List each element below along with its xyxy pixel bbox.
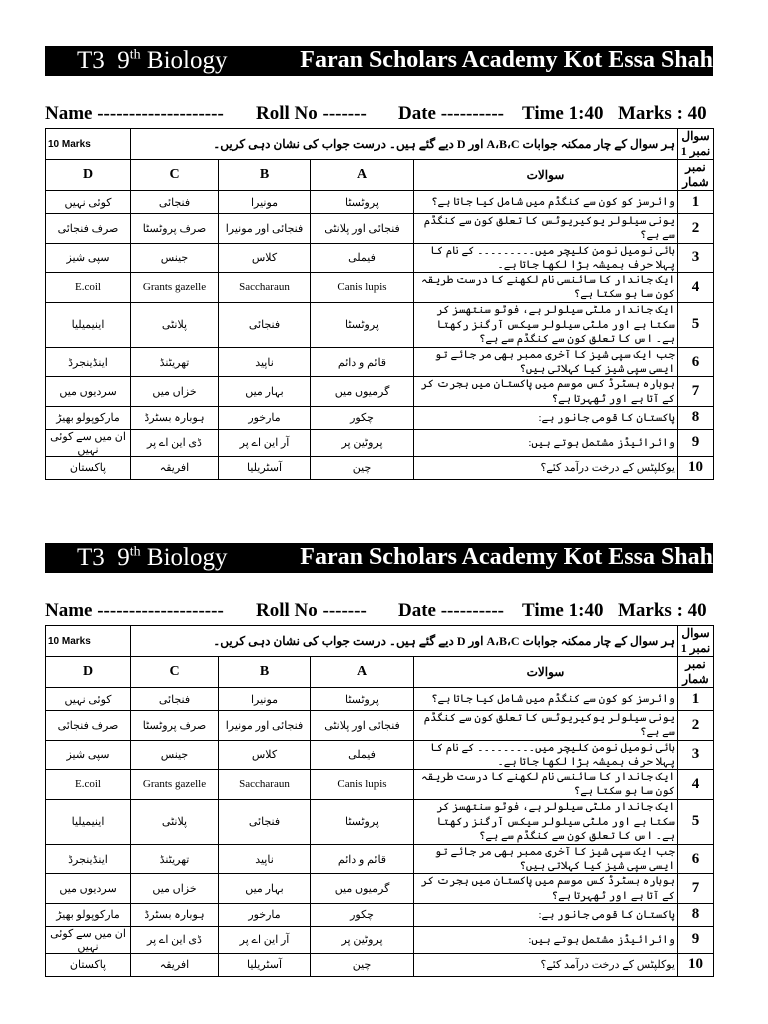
question-text: یونی سیلولر یوکیریوٹس کا تعلق کون سے کنگڈم سے ہے؟	[414, 711, 678, 741]
title-banner	[45, 46, 713, 76]
academy-name: Faran Scholars Academy Kot Essa Shah	[300, 544, 713, 570]
option-a: فیملی	[311, 243, 414, 273]
option-d: اینیمیلیا	[46, 302, 131, 347]
question-row	[46, 799, 714, 844]
test-title: T3 9th Biology	[77, 47, 228, 74]
question-row	[46, 243, 714, 273]
col-header-b: B	[219, 657, 311, 688]
section-marks: 10 Marks	[46, 626, 131, 657]
question-number: 4	[678, 770, 714, 800]
option-c: تھریٹنڈ	[131, 844, 219, 874]
option-b: آر این اے پر	[219, 429, 311, 456]
option-a: چین	[311, 456, 414, 479]
option-b: آر این اے پر	[219, 926, 311, 953]
question-text: وائرائیڈز مشتمل ہوتے ہیں:	[414, 926, 678, 953]
question-number: 6	[678, 844, 714, 874]
option-b: مونیرا	[219, 191, 311, 214]
question-text: ہوبارہ بسٹرڈ کس موسم میں پاکستان میں ہجرت کر کے آتا ہے اور ٹھہرتا ہے؟	[414, 377, 678, 407]
date-field: Date ----------	[398, 103, 505, 124]
student-info-line	[45, 600, 713, 622]
option-b: کلاس	[219, 243, 311, 273]
question-number: 5	[678, 799, 714, 844]
option-a: چین	[311, 953, 414, 976]
section-marks: 10 Marks	[46, 129, 131, 160]
col-header-a: A	[311, 657, 414, 688]
option-b: آسٹریلیا	[219, 456, 311, 479]
col-header-c: C	[131, 160, 219, 191]
option-b: کلاس	[219, 740, 311, 770]
question-text: یونی سیلولر یوکیریوٹس کا تعلق کون سے کنگڈم سے ہے؟	[414, 214, 678, 244]
option-b: Saccharaun	[219, 273, 311, 303]
col-header-number: نمبر شمار	[678, 657, 714, 688]
question-row	[46, 926, 714, 953]
question-row	[46, 770, 714, 800]
question-number: 3	[678, 740, 714, 770]
option-c: ہوبارہ بسٹرڈ	[131, 406, 219, 429]
academy-name: Faran Scholars Academy Kot Essa Shah	[300, 47, 713, 73]
option-b: فنجائی اور مونیرا	[219, 711, 311, 741]
question-text: پاکستان کا قومی جانور ہے:	[414, 406, 678, 429]
question-row	[46, 874, 714, 904]
option-c: تھریٹنڈ	[131, 347, 219, 377]
option-d: اینیمیلیا	[46, 799, 131, 844]
question-row	[46, 347, 714, 377]
option-b: مارخور	[219, 903, 311, 926]
paper-top	[45, 46, 713, 480]
option-c: خزاں میں	[131, 377, 219, 407]
option-c: ڈی این اے پر	[131, 926, 219, 953]
student-info-line	[45, 103, 713, 125]
option-a: پروٹین پر	[311, 429, 414, 456]
question-text: ہوبارہ بسٹرڈ کس موسم میں پاکستان میں ہجرت کر کے آتا ہے اور ٹھہرتا ہے؟	[414, 874, 678, 904]
option-d: E.coil	[46, 770, 131, 800]
option-b: مارخور	[219, 406, 311, 429]
question-text: یوکلپٹس کے درخت درآمد کئے؟	[414, 456, 678, 479]
paper-bottom	[45, 543, 713, 977]
option-b: فنجائی	[219, 302, 311, 347]
question-text: وائرسز کو کون سے کنگڈم میں شامل کیا جاتا ہے؟	[414, 191, 678, 214]
name-field: Name --------------------	[45, 600, 224, 621]
question-number: 3	[678, 243, 714, 273]
col-header-a: A	[311, 160, 414, 191]
option-c: صرف پروٹسٹا	[131, 711, 219, 741]
option-a: قائم و دائم	[311, 844, 414, 874]
option-b: آسٹریلیا	[219, 953, 311, 976]
question-row	[46, 740, 714, 770]
question-row	[46, 711, 714, 741]
question-number: 9	[678, 429, 714, 456]
option-a: پروٹسٹا	[311, 191, 414, 214]
option-a: چکور	[311, 903, 414, 926]
question-row	[46, 456, 714, 479]
section-instruction: ہر سوال کے چار ممکنہ جوابات A،B،C اور D دیے گئے ہیں۔ درست جواب کی نشان دہی کریں۔	[131, 129, 678, 160]
col-header-questions: سوالات	[414, 160, 678, 191]
question-row	[46, 844, 714, 874]
col-header-c: C	[131, 657, 219, 688]
question-text: ایک جاندار ملٹی سیلولر ہے، فوٹو سنتھسز کر سکتا ہے اور ملٹی سیلولر سیکس آرگنز رکھتا ہے۔ اس کا تعلق کون سے کنگڈم سے ہے؟	[414, 302, 678, 347]
col-header-d: D	[46, 160, 131, 191]
question-number: 10	[678, 953, 714, 976]
question-row	[46, 214, 714, 244]
question-text: بائی نومیل نومن کلیچر میں۔۔۔۔۔۔۔۔۔ کے نام کا پہلا حرف ہمیشہ بڑا لکھا جاتا ہے۔	[414, 243, 678, 273]
question-text: جب ایک سپی شیز کا آخری ممبر بھی مر جائے تو ایسی سپی شیز کیا کہلاتی ہیں؟	[414, 844, 678, 874]
option-c: افریقہ	[131, 456, 219, 479]
question-row	[46, 429, 714, 456]
option-d: کوئی نہیں	[46, 191, 131, 214]
col-header-b: B	[219, 160, 311, 191]
option-b: مونیرا	[219, 688, 311, 711]
option-b: Saccharaun	[219, 770, 311, 800]
question-text: ایک جاندار کا سائنسی نام لکھنے کا درست طریقہ کون سا ہو سکتا ہے؟	[414, 273, 678, 303]
option-d: مارکوپولو بھیڑ	[46, 406, 131, 429]
option-a: گرمیوں میں	[311, 874, 414, 904]
option-d: کوئی نہیں	[46, 688, 131, 711]
question-row	[46, 903, 714, 926]
question-row	[46, 377, 714, 407]
question-number: 1	[678, 688, 714, 711]
question-number: 6	[678, 347, 714, 377]
question-row	[46, 953, 714, 976]
question-number-label: سوال نمبر 1	[678, 129, 714, 160]
question-number: 7	[678, 377, 714, 407]
question-row	[46, 688, 714, 711]
question-text: ایک جاندار ملٹی سیلولر ہے، فوٹو سنتھسز کر سکتا ہے اور ملٹی سیلولر سیکس آرگنز رکھتا ہے۔ اس کا تعلق کون سے کنگڈم سے ہے؟	[414, 799, 678, 844]
question-number-label: سوال نمبر 1	[678, 626, 714, 657]
option-d: صرف فنجائی	[46, 214, 131, 244]
col-header-number: نمبر شمار	[678, 160, 714, 191]
option-a: گرمیوں میں	[311, 377, 414, 407]
question-text: پاکستان کا قومی جانور ہے:	[414, 903, 678, 926]
col-header-questions: سوالات	[414, 657, 678, 688]
time-field: Time 1:40	[522, 600, 604, 621]
option-a: پروٹین پر	[311, 926, 414, 953]
question-number: 8	[678, 406, 714, 429]
option-c: Grants gazelle	[131, 770, 219, 800]
question-text: وائرائیڈز مشتمل ہوتے ہیں:	[414, 429, 678, 456]
option-c: صرف پروٹسٹا	[131, 214, 219, 244]
option-a: قائم و دائم	[311, 347, 414, 377]
option-d: مارکوپولو بھیڑ	[46, 903, 131, 926]
option-b: فنجائی اور مونیرا	[219, 214, 311, 244]
col-header-d: D	[46, 657, 131, 688]
option-d: پاکستان	[46, 456, 131, 479]
option-b: ناپید	[219, 347, 311, 377]
question-number: 1	[678, 191, 714, 214]
section-instruction: ہر سوال کے چار ممکنہ جوابات A،B،C اور D دیے گئے ہیں۔ درست جواب کی نشان دہی کریں۔	[131, 626, 678, 657]
option-a: فنجائی اور پلانٹی	[311, 711, 414, 741]
question-number: 4	[678, 273, 714, 303]
option-d: ان میں سے کوئی نہیں	[46, 429, 131, 456]
option-c: ہوبارہ بسٹرڈ	[131, 903, 219, 926]
question-number: 10	[678, 456, 714, 479]
mcq-table	[45, 625, 714, 977]
title-banner	[45, 543, 713, 573]
option-b: بہار میں	[219, 874, 311, 904]
option-d: صرف فنجائی	[46, 711, 131, 741]
question-text: بائی نومیل نومن کلیچر میں۔۔۔۔۔۔۔۔۔ کے نام کا پہلا حرف ہمیشہ بڑا لکھا جاتا ہے۔	[414, 740, 678, 770]
option-d: اینڈینجرڈ	[46, 347, 131, 377]
question-row	[46, 406, 714, 429]
time-field: Time 1:40	[522, 103, 604, 124]
option-a: چکور	[311, 406, 414, 429]
question-number: 7	[678, 874, 714, 904]
option-c: خزاں میں	[131, 874, 219, 904]
option-d: سردیوں میں	[46, 874, 131, 904]
test-title: T3 9th Biology	[77, 544, 228, 571]
question-text: وائرسز کو کون سے کنگڈم میں شامل کیا جاتا ہے؟	[414, 688, 678, 711]
question-row	[46, 302, 714, 347]
option-d: سپی شیز	[46, 243, 131, 273]
option-c: افریقہ	[131, 953, 219, 976]
option-a: فیملی	[311, 740, 414, 770]
option-d: ان میں سے کوئی نہیں	[46, 926, 131, 953]
option-a: پروٹسٹا	[311, 799, 414, 844]
option-c: فنجائی	[131, 688, 219, 711]
roll-field: Roll No -------	[256, 103, 367, 124]
option-a: Canis lupis	[311, 273, 414, 303]
question-row	[46, 273, 714, 303]
option-c: فنجائی	[131, 191, 219, 214]
marks-field: Marks : 40	[618, 600, 707, 621]
question-row	[46, 191, 714, 214]
question-number: 2	[678, 711, 714, 741]
option-c: جینس	[131, 243, 219, 273]
option-d: سپی شیز	[46, 740, 131, 770]
question-number: 5	[678, 302, 714, 347]
question-text: ایک جاندار کا سائنسی نام لکھنے کا درست طریقہ کون سا ہو سکتا ہے؟	[414, 770, 678, 800]
roll-field: Roll No -------	[256, 600, 367, 621]
option-a: فنجائی اور پلانٹی	[311, 214, 414, 244]
question-text: یوکلپٹس کے درخت درآمد کئے؟	[414, 953, 678, 976]
option-c: Grants gazelle	[131, 273, 219, 303]
option-a: Canis lupis	[311, 770, 414, 800]
option-d: E.coil	[46, 273, 131, 303]
option-d: اینڈینجرڈ	[46, 844, 131, 874]
option-b: ناپید	[219, 844, 311, 874]
option-d: پاکستان	[46, 953, 131, 976]
option-c: پلانٹی	[131, 799, 219, 844]
question-number: 8	[678, 903, 714, 926]
option-b: فنجائی	[219, 799, 311, 844]
question-number: 9	[678, 926, 714, 953]
option-b: بہار میں	[219, 377, 311, 407]
option-d: سردیوں میں	[46, 377, 131, 407]
option-a: پروٹسٹا	[311, 688, 414, 711]
question-number: 2	[678, 214, 714, 244]
option-c: ڈی این اے پر	[131, 429, 219, 456]
mcq-table	[45, 128, 714, 480]
option-a: پروٹسٹا	[311, 302, 414, 347]
name-field: Name --------------------	[45, 103, 224, 124]
option-c: پلانٹی	[131, 302, 219, 347]
marks-field: Marks : 40	[618, 103, 707, 124]
question-text: جب ایک سپی شیز کا آخری ممبر بھی مر جائے تو ایسی سپی شیز کیا کہلاتی ہیں؟	[414, 347, 678, 377]
date-field: Date ----------	[398, 600, 505, 621]
option-c: جینس	[131, 740, 219, 770]
